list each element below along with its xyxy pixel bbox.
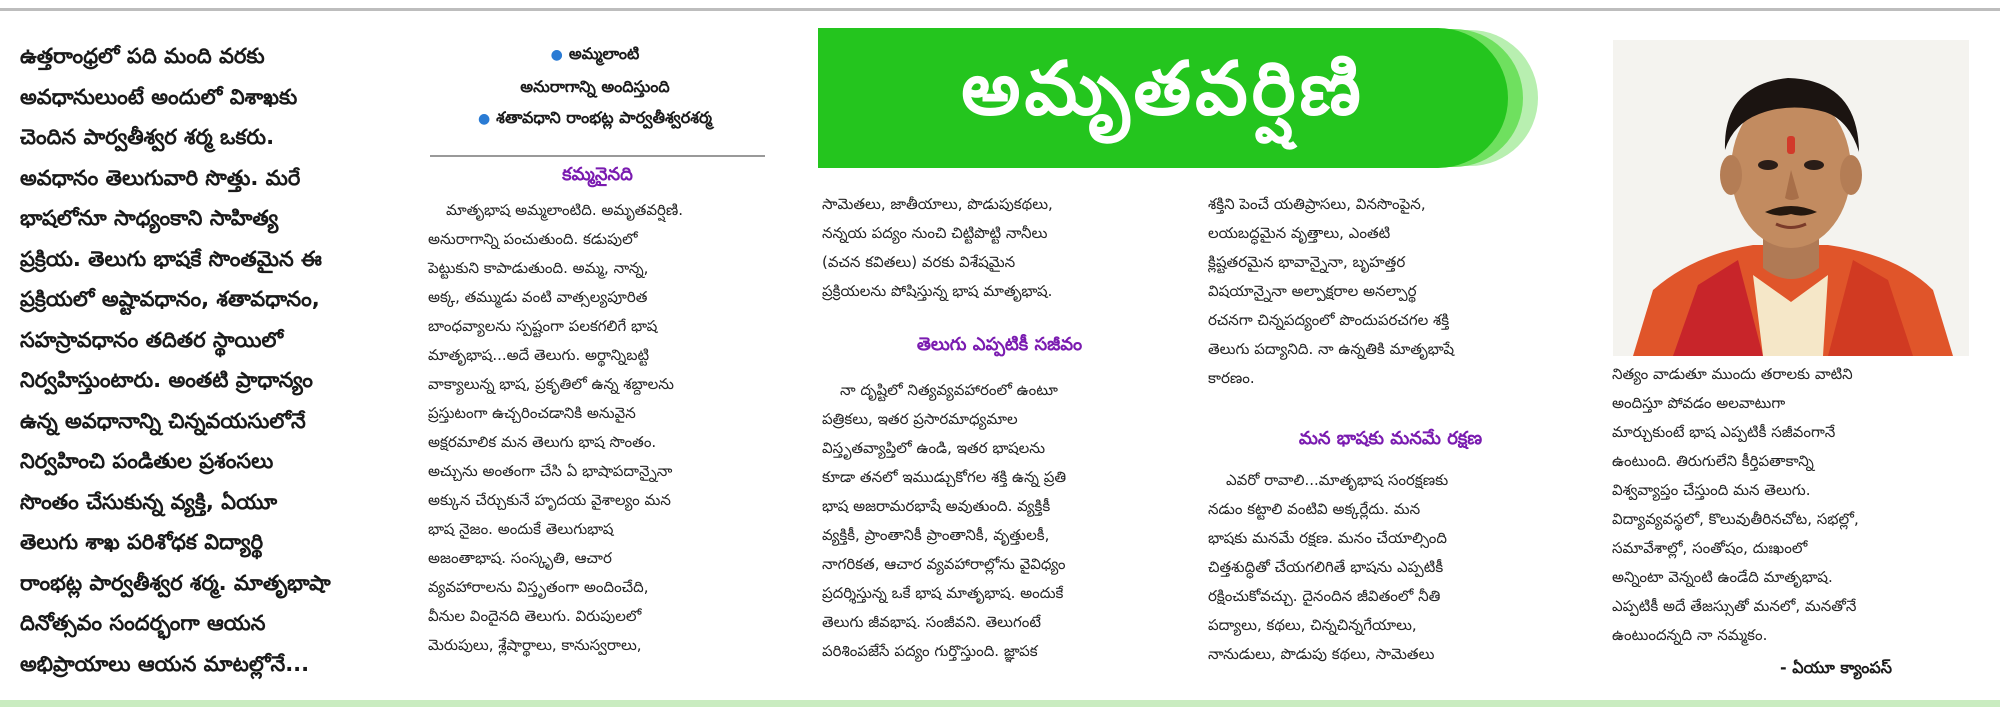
col1-subhead: కమ్మనైనది xyxy=(562,164,633,185)
col2-line: నాగరికత, ఆచార వ్యవహారాల్లోను వైవిధ్యం xyxy=(822,555,1066,573)
banner-main xyxy=(818,28,1508,168)
col4-line: అందిస్తూ పోవడం అలవాటుగా xyxy=(1612,394,1786,412)
intro-line: సహస్రావధానం తదితర స్థాయిలో xyxy=(20,327,284,352)
col4-line: విశ్వవ్యాప్తం చేస్తుంది మన తెలుగు. xyxy=(1612,481,1811,499)
col3-line: తెలుగు పద్యానిది. నా ఉన్నతికి మాతృభాషే xyxy=(1208,340,1455,358)
col4-line: ఉంటుందన్నది నా నమ్మకం. xyxy=(1612,626,1768,644)
col3-line: భాషకు మనమే రక్షణ. మనం చేయాల్సింది xyxy=(1208,529,1447,547)
col2-line: భాష అజరామరభాషే అవుతుంది. వ్యక్తికీ xyxy=(822,497,1051,515)
col3-line: ఎవరో రావాలి...మాతృభాష సంరక్షణకు xyxy=(1226,471,1449,489)
intro-line: ఉన్న అవధానాన్ని చిన్నవయసులోనే xyxy=(20,408,306,433)
col2-line: సామెతలు, జాతీయాలు, పొడుపుకథలు, xyxy=(822,195,1053,213)
col3-line: నానుడులు, పొడుపు కథలు, సామెతలు xyxy=(1208,645,1435,663)
intro-line: ఉత్తరాంధ్రలో పది మంది వరకు xyxy=(20,44,265,68)
article-column-3 xyxy=(1208,466,1573,669)
col3-line: లయబద్ధమైన వృత్తాలు, ఎంతటి xyxy=(1208,224,1391,242)
intro-line: భాషలోనూ సాధ్యంకాని సాహిత్య xyxy=(20,206,279,230)
col2-line: ప్రక్రియలను పోషిస్తున్న భాష మాతృభాష. xyxy=(822,282,1053,300)
portrait-illustration xyxy=(1613,40,1969,356)
article-column-4 xyxy=(1612,360,1974,650)
col1-line: ప్రస్తుటంగా ఉచ్చరించడానికి అనువైన xyxy=(428,404,636,422)
article-column-1 xyxy=(428,196,768,660)
col4-line: అన్నింటా వెన్నంటి ఉండేది మాతృభాష. xyxy=(1612,568,1833,586)
col3-subhead: మన భాషకు మనమే రక్షణ xyxy=(1298,428,1483,449)
col3-line: నడుం కట్టాలి వంటివి అక్కర్లేదు. మన xyxy=(1208,500,1421,518)
col3-line: రక్షించుకోవచ్చు. దైనందిన జీవితంలో నీతి xyxy=(1208,587,1441,605)
dek-line1-text: అమ్మలాంటి xyxy=(568,44,640,63)
intro-line: రాంభట్ల పార్వతీశ్వర శర్మ. మాతృభాషా xyxy=(20,570,331,595)
dek xyxy=(420,38,770,135)
col1-line: అనురాగాన్ని పంచుతుంది. కడుపులో xyxy=(428,230,638,248)
col1-line: మాతృభాష...అదే తెలుగు. అర్థాన్నిబట్టి xyxy=(428,346,650,364)
col3-line: విషయాన్నైనా అల్పాక్షరాల అనల్పార్థ xyxy=(1208,282,1417,300)
col4-line: మార్చుకుంటే భాష ఎప్పటికీ సజీవంగానే xyxy=(1612,423,1836,441)
banner-title: అమృతవర్షిణి xyxy=(961,46,1365,132)
col2-line: నా దృష్టిలో నిత్యవ్యవహారంలో ఉంటూ xyxy=(840,381,1058,399)
col1-line: మెరుపులు, శ్లేషార్థాలు, కానుస్వరాలు, xyxy=(428,636,642,654)
col2-line: పత్రికలు, ఇతర ప్రసారమాధ్యమాల xyxy=(822,410,1018,428)
article-column-2-top xyxy=(822,190,1177,306)
col1-line: అజంతాభాష. సంస్కృతి, ఆచార xyxy=(428,549,612,567)
bullet-icon: ● xyxy=(477,111,491,127)
article-column-2 xyxy=(822,376,1177,666)
col2-line: విస్తృతవ్యాప్తిలో ఉండి, ఇతర భాషలను xyxy=(822,439,1046,457)
intro-line: దినోత్సవం సందర్భంగా ఆయన xyxy=(20,611,266,635)
col3-line: రచనగా చిన్నపద్యంలో పొందుపరచగల శక్తి xyxy=(1208,311,1450,329)
article-column-3-top xyxy=(1208,190,1573,393)
col2-line: కూడా తనలో ఇముడ్చుకోగల శక్తి ఉన్న ప్రతి xyxy=(822,468,1067,486)
intro-line: ప్రక్రియ. తెలుగు భాషకే సొంతమైన ఈ xyxy=(20,246,322,271)
col1-line: భాష నైజం. అందుకే తెలుగుభాష xyxy=(428,520,614,538)
col3-line: శక్తిని పెంచే యతిప్రాసలు, వినసొంపైన, xyxy=(1208,195,1426,213)
intro-line: సొంతం చేసుకున్న వ్యక్తి, ఏయూ xyxy=(20,489,278,514)
dek-line xyxy=(420,102,770,135)
col4-line: నిత్యం వాడుతూ ముందు తరాలకు వాటిని xyxy=(1612,365,1853,383)
col1-line: పెట్టుకుని కాపాడుతుంది. అమ్మ, నాన్న, xyxy=(428,259,649,277)
dek-line: అనురాగాన్ని అందిస్తుంది xyxy=(520,77,670,96)
col1-line: వ్యవహారాలను విస్తృతంగా అందించేది, xyxy=(428,578,649,596)
byline-credit: - ఏయూ క్యాంపస్ xyxy=(1780,658,1892,677)
col2-subhead: తెలుగు ఎప్పటికీ సజీవం xyxy=(916,334,1083,355)
col1-line: వాక్యాలున్న భాష, ప్రకృతిలో ఉన్న శబ్దాలను xyxy=(428,375,674,393)
dek-divider xyxy=(430,155,765,157)
col4-line: ఉంటుంది. తిరుగులేని కీర్తిపతాకాన్ని xyxy=(1612,452,1814,470)
bottom-rule xyxy=(0,700,2000,707)
intro-line: నిర్వహించి పండితుల ప్రశంసలు xyxy=(20,449,274,473)
dek-line3-text: శతావధాని రాంభట్ల పార్వతీశ్వరశర్మ xyxy=(496,108,713,127)
portrait-photo xyxy=(1613,40,1969,356)
col4-line: సమావేశాల్లో, సంతోషం, దుఃఖంలో xyxy=(1612,539,1808,557)
col2-line: తెలుగు జీవభాష. సంజీవని. తెలుగంటే xyxy=(822,613,1041,631)
col2-line: పరిశింపజేసే పద్యం గుర్తొస్తుంది. జ్ఞాపక xyxy=(822,642,1038,660)
col3-line: చిత్తశుద్ధితో చేయగలిగితే భాషను ఎప్పటికీ xyxy=(1208,558,1444,576)
col1-line: మాతృభాష అమ్మలాంటిది. అమృతవర్షిణి. xyxy=(446,201,684,219)
intro-line: ప్రక్రియలో అష్టావధానం, శతావధానం, xyxy=(20,287,320,311)
intro-column xyxy=(20,36,410,684)
top-rule xyxy=(0,8,2000,11)
col1-line: అక్షరమాలిక మన తెలుగు భాష సొంతం. xyxy=(428,433,657,451)
col1-line: బాంధవ్యాలను స్పష్టంగా పలకగలిగే భాష xyxy=(428,317,658,335)
intro-line: అభిప్రాయాలు ఆయన మాటల్లోనే... xyxy=(20,651,310,676)
title-banner xyxy=(818,28,1553,168)
intro-line: చెందిన పార్వతీశ్వర శర్మ ఒకరు. xyxy=(20,125,275,149)
col4-line: ఎప్పటికీ అదే తేజస్సుతో మనలో, మనతోనే xyxy=(1612,597,1857,615)
intro-line: అవధానం తెలుగువారి సొత్తు. మరే xyxy=(20,165,301,190)
col1-line: అక్కున చేర్చుకునే హృదయ వైశాల్యం మన xyxy=(428,491,671,509)
col2-line: (వచన కవితలు) వరకు విశేషమైన xyxy=(822,253,1016,271)
dek-line xyxy=(420,38,770,71)
col2-line: నన్నయ పద్యం నుంచి చిట్టిపొట్టి నానీలు xyxy=(822,224,1048,242)
col1-line: అచ్చును అంతంగా చేసి ఏ భాషాపదాన్నైనా xyxy=(428,462,673,480)
intro-line: అవధానులుంటే అందులో విశాఖకు xyxy=(20,84,298,109)
col1-line: అక్క, తమ్ముడు వంటి వాత్సల్యపూరిత xyxy=(428,288,648,306)
col2-line: ప్రదర్శిస్తున్న ఒకే భాష మాతృభాష. అందుకే xyxy=(822,584,1064,602)
col3-line: పద్యాలు, కథలు, చిన్నచిన్నగేయాలు, xyxy=(1208,616,1417,634)
intro-line: తెలుగు శాఖ పరిశోధక విద్యార్థి xyxy=(20,530,264,554)
col3-line: క్లిష్టతరమైన భావాన్నైనా, బృహత్తర xyxy=(1208,253,1406,271)
col1-line: వీనుల విందైనది తెలుగు. విరుపులలో xyxy=(428,607,642,625)
bullet-icon: ● xyxy=(550,47,563,63)
col3-line: కారణం. xyxy=(1208,369,1255,387)
col4-line: విద్యావ్యవస్థలో, కొలువుతీరినచోట, సభల్లో, xyxy=(1612,510,1859,528)
intro-line: నిర్వహిస్తుంటారు. అంతటి ప్రాధాన్యం xyxy=(20,368,313,392)
col2-line: వ్యక్తికీ, ప్రాంతానికీ ప్రాంతానికీ, వృత్తులకీ, xyxy=(822,526,1050,544)
